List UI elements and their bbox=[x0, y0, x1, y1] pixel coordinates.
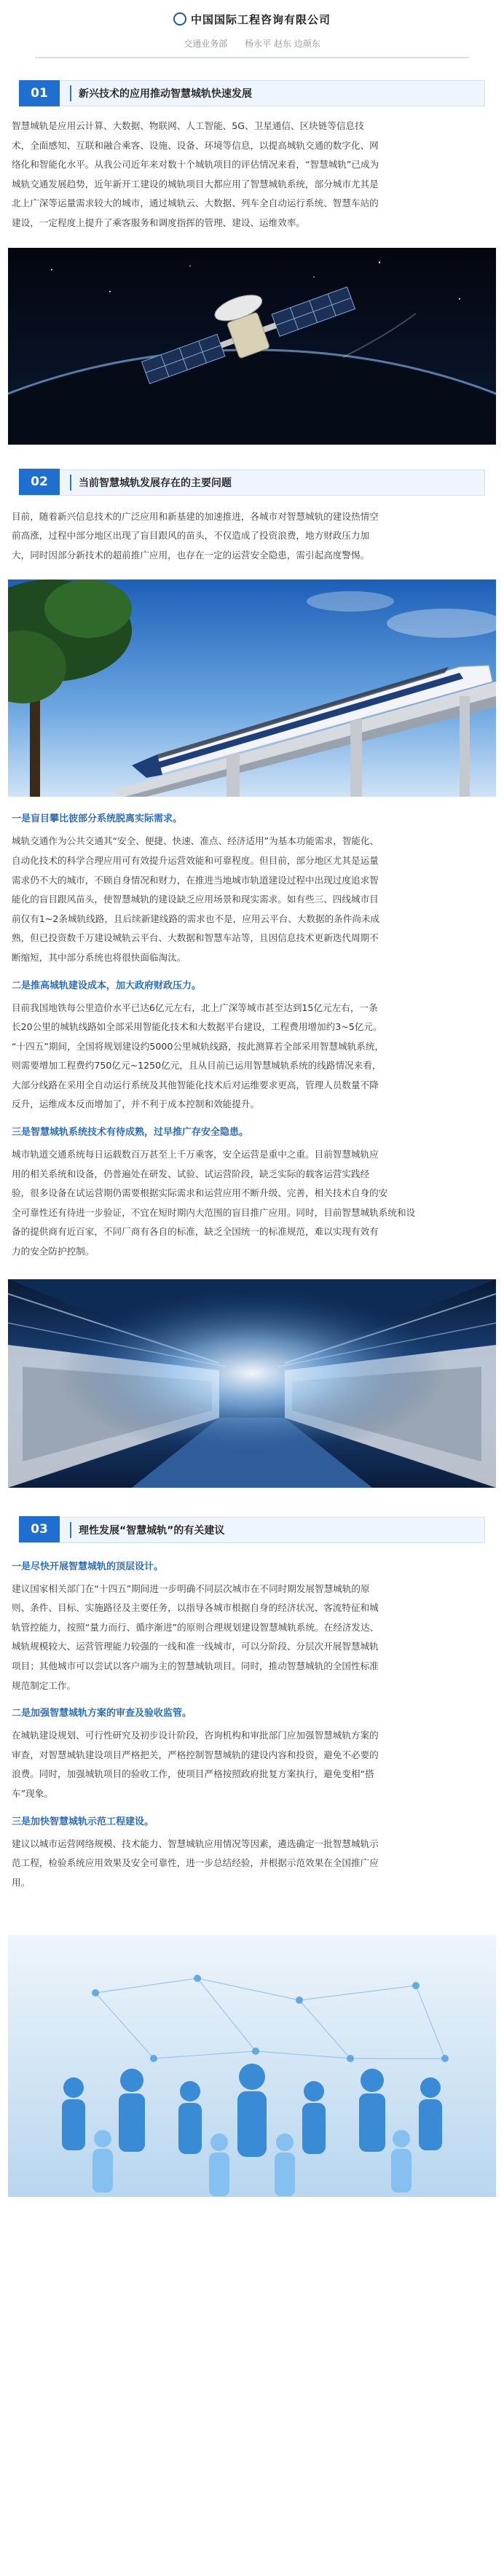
section-title: 理性发展“智慧城轨”的有关建议 bbox=[79, 1524, 225, 1537]
text-line: 城轨交通发展趋势，近年新开工建设的城轨项目大都应用了智慧城轨系统，部分城市尤其是 bbox=[12, 178, 379, 190]
authors: 杨永平 赵东 边颜东 bbox=[245, 39, 320, 49]
text-line: 规范制定工作。 bbox=[12, 1679, 76, 1691]
text-line: 轨管控能力，按照“量力而行、循序渐进”的原则合理规划建设智慧城轨系统。在经济发达、 bbox=[12, 1621, 379, 1633]
section-number: 02 bbox=[19, 469, 60, 495]
point-paragraph bbox=[12, 832, 492, 967]
org-name: 中国国际工程咨询有限公司 bbox=[190, 13, 331, 26]
text-line: 验，很多设备在试运营期仍需要根据实际需求和运营应用不断升级、完善，相关技术自身的安 bbox=[12, 1187, 388, 1199]
text-line: 自动化技术的科学合理应用可有效提升运营效能和可靠程度。但目前，部分地区尤其是运量 bbox=[12, 854, 379, 866]
text-line: 全可靠性还有待进一步验证，不宜在短时期内大范围的盲目推广应用。同时，目前智慧城轨系统和设 bbox=[12, 1206, 416, 1218]
text-line: 建议以城市运营网络规模、技术能力、智慧城轨应用情况等因素，遴选确定一批智慧城轨示 bbox=[12, 1838, 379, 1849]
text-line: 建议国家相关部门在“十四五”期间进一步明确不同层次城市在不同时期发展智慧城轨的原 bbox=[12, 1582, 370, 1594]
text-line: 需求仍不大的城市，不顾自身情况和财力，在推进当地城市轨道建设过程中出现过度追求智 bbox=[12, 874, 379, 886]
text-line: 则需要增加工程费约750亿元~1250亿元，且从目前已运用智慧城轨系统的线路情况来看， bbox=[12, 1060, 382, 1072]
text-line: 用。 bbox=[12, 1876, 31, 1888]
text-line: 则、条件、目标、实施路径及主要任务，以指导各城市根据自身的经济状况、客流特征和城 bbox=[12, 1602, 379, 1614]
text-line: 目前我国地铁每公里造价水平已达6亿元左右，北上广深等城市甚至达到15亿元左右，一条 bbox=[12, 1002, 378, 1013]
metro-train-image bbox=[8, 579, 496, 797]
text-line: 用的相关系统和设备，仍普遍处在研发、试验、试运营阶段，缺乏实际的载客运营实践经 bbox=[12, 1168, 370, 1179]
point-paragraph bbox=[12, 1726, 492, 1803]
text-line: 大，同时因部分新技术的超前推广应用，也存在一定的运营安全隐患，需引起高度警惕。 bbox=[12, 549, 370, 561]
section-header-02 bbox=[19, 469, 485, 496]
point-title: 一是尽快开展智慧城轨的顶层设计。 bbox=[12, 1561, 164, 1572]
text-line: 城轨规模较大、运营管理能力较强的一线和准一线城市，可以分阶段、分层次开展智慧城轨 bbox=[12, 1641, 379, 1652]
point-title: 三是加快智慧城轨示范工程建设。 bbox=[12, 1816, 154, 1827]
text-line: 车”现象。 bbox=[12, 1787, 53, 1799]
section-divider bbox=[70, 475, 71, 491]
text-line: 在城轨建设规划、可行性研究及初步设计阶段，咨询机构和审批部门应加强智慧城轨方案的 bbox=[12, 1730, 379, 1741]
section-number: 01 bbox=[19, 80, 60, 106]
text-line: 力的安全防护控制。 bbox=[12, 1246, 95, 1257]
text-line: 智慧城轨是应用云计算、大数据、物联网、人工智能、5G、卫星通信、区块链等信息技 bbox=[12, 120, 364, 131]
text-line: 前高涨，过程中部分地区出现了盲目跟风的苗头，不仅造成了投资浪费，地方财政压力加 bbox=[12, 530, 370, 542]
section-01-paragraph bbox=[12, 117, 492, 233]
point-paragraph bbox=[12, 1835, 492, 1893]
text-line: 断缩短，其中部分系统也将很快面临淘汰。 bbox=[12, 951, 186, 963]
text-line: 城市轨道交通系统每日运载数百万甚至上千万乘客，安全运营是重中之重。目前智慧城轨应 bbox=[12, 1149, 379, 1160]
cnic-logo-icon bbox=[173, 12, 186, 26]
text-line: 浪费。同时，加强城轨项目的验收工作，使项目严格按照政府批复方案执行，避免变相“搭 bbox=[12, 1768, 374, 1780]
network-people-image bbox=[8, 1935, 496, 2197]
text-line: 前仅有1~2条城轨线路，且后续新建线路的需求也不是，应用云平台、大数据的条件尚未成 bbox=[12, 913, 380, 924]
text-line: 建设，一定程度上提升了乘客服务和调度指挥的管理、建设、运维效率。 bbox=[12, 216, 305, 228]
point-title: 二是加强智慧城轨方案的审查及验收监管。 bbox=[12, 1708, 192, 1720]
text-line: 范工程，检验系统应用效果及安全可靠性，进一步总结经验，并根据示范效果在全国推广应 bbox=[12, 1857, 379, 1869]
department: 交通业务部 bbox=[184, 39, 228, 49]
text-line: 城轨交通作为公共交通其“安全、便捷、快速、准点、经济适用”为基本功能需求，智能化、 bbox=[12, 835, 379, 847]
point-title: 三是智慧城轨系统技术有待成熟，过早推广存安全隐患。 bbox=[12, 1127, 249, 1139]
satellite-image bbox=[8, 248, 496, 445]
text-line: 术，全面感知、互联和融合乘客、设施、设备、环境等信息，以提高城轨交通的数字化、网 bbox=[12, 139, 379, 151]
text-line: “十四五”期间，全国将规划建设约5000公里城轨线路，按此测算若全部采用智慧城轨系统， bbox=[12, 1040, 385, 1052]
section-divider bbox=[70, 85, 71, 101]
section-02-intro bbox=[12, 507, 492, 566]
point-paragraph bbox=[12, 1580, 492, 1696]
text-line: 目前，随着新兴信息技术的广泛应用和新基建的加速推进，各城市对智慧城轨的建设热情空 bbox=[12, 510, 379, 522]
text-line: 熟，但已投资数千万建设城轨云平台、大数据和智慧车站等，且因信息技术更新迭代周期不 bbox=[12, 932, 379, 944]
metro-station-image bbox=[8, 1279, 496, 1488]
text-line: 项目；其他城市可以尝试以客户端为主的智慧城轨项目。同时，推动智慧城轨的全国性标准 bbox=[12, 1660, 379, 1671]
point-paragraph bbox=[12, 999, 492, 1115]
section-divider bbox=[70, 1522, 71, 1538]
section-header-03 bbox=[19, 1517, 485, 1543]
section-number: 03 bbox=[19, 1516, 60, 1542]
text-line: 络化和智能化水平。从我公司近年来对数十个城轨项目的评估情况来看，“智慧城轨”已成为 bbox=[12, 159, 379, 171]
text-line: 大部分线路在采用全自动运行系统及其他智能化技术后对运维要求更高，管理人员数量不降 bbox=[12, 1079, 379, 1090]
point-title: 一是盲目攀比彼部分系统脱离实际需求。 bbox=[12, 813, 183, 825]
section-title: 当前智慧城轨发展存在的主要问题 bbox=[79, 477, 232, 489]
text-line: 反升，运维成本反而增加了，并不利于成本控制和效能提升。 bbox=[12, 1098, 260, 1110]
point-title: 二是推高城轨建设成本，加大政府财政压力。 bbox=[12, 980, 202, 991]
text-line: 北上广深等运量需求较大的城市，通过城轨云、大数据、列车全自动运行系统、智慧车站的 bbox=[12, 198, 379, 209]
section-title: 新兴技术的应用推动智慧城轨快速发展 bbox=[79, 88, 252, 100]
text-line: 能化的盲目跟风苗头，使智慧城轨的建设缺乏应用场景和现实需求。如有些三、四线城市目 bbox=[12, 894, 379, 905]
byline bbox=[0, 37, 504, 50]
text-line: 长20公里的城轨线路如全部采用智能化技术和大数据平台建设，工程费用增加约3~5亿元。 bbox=[12, 1021, 382, 1033]
text-line: 备的提供商有近百家，不同厂商有各自的标准，缺乏全国统一的标准规范，难以实现有效有 bbox=[12, 1226, 379, 1238]
point-paragraph bbox=[12, 1145, 492, 1262]
section-header-01 bbox=[19, 80, 485, 106]
org-logo bbox=[0, 0, 504, 27]
text-line: 审查，对智慧城轨建设项目严格把关，严格控制智慧城轨的建设内容和投资，避免不必要的 bbox=[12, 1749, 379, 1760]
